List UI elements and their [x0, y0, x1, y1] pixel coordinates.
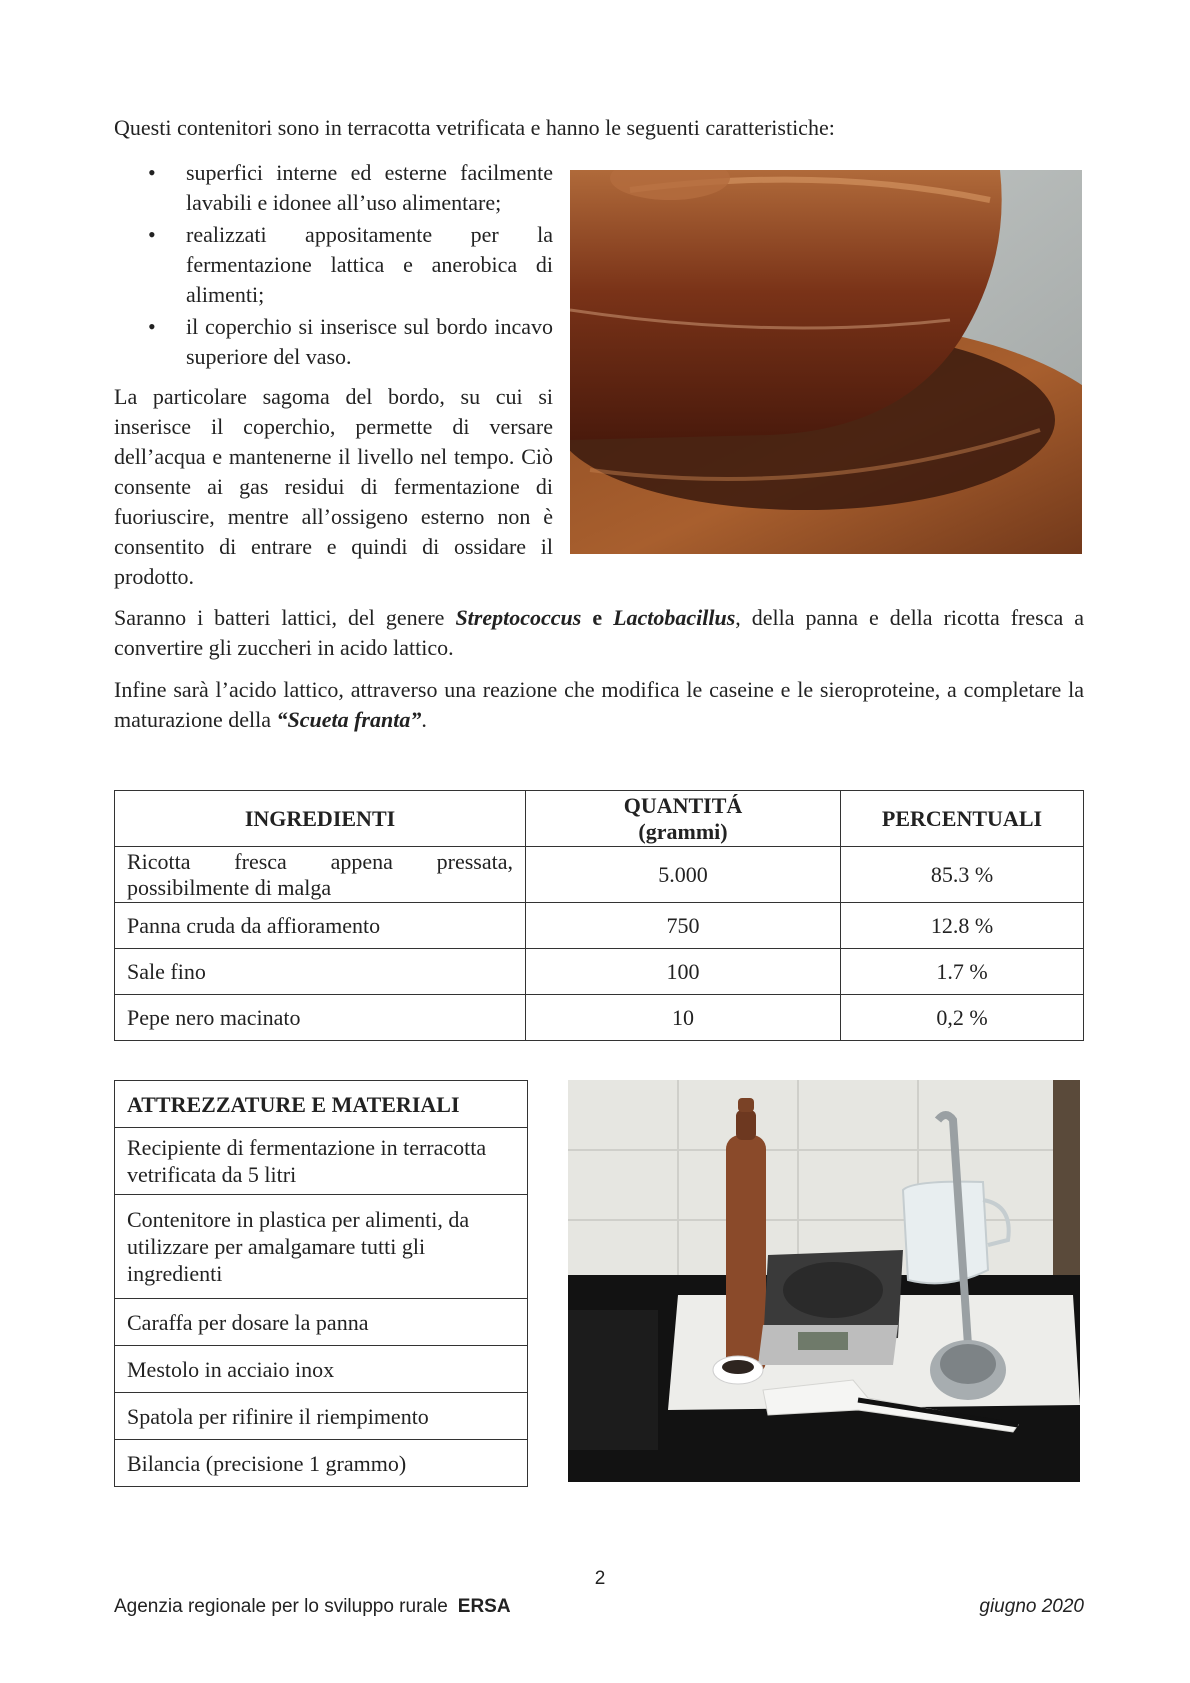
header-quantita: QUANTITÁ (grammi): [526, 791, 841, 847]
list-item: • il coperchio si inserisce sul bordo incavo superiore del vaso.: [148, 312, 553, 372]
table-row: Recipiente di fermentazione in terracotta vetrificata da 5 litri: [115, 1128, 528, 1195]
footer-date: giugno 2020: [979, 1596, 1084, 1617]
table-row: Contenitore in plastica per alimenti, da utilizzare per amalgamare tutti gli ingredienti: [115, 1195, 528, 1299]
table-row: Spatola per rifinire il riempimento: [115, 1393, 528, 1440]
equipment-photo: [568, 1080, 1080, 1482]
intro-paragraph: Questi contenitori sono in terracotta vetrificata e hanno le seguenti caratteristiche:: [114, 115, 835, 140]
page-number: 2: [594, 1568, 606, 1589]
product-name: “Scueta franta”: [276, 707, 422, 732]
table-row: Ricotta fresca appena pressata, possibilmente di malga 5.000 85.3 %: [115, 847, 1084, 903]
characteristics-list: [148, 158, 553, 374]
paragraph-infine: Infine sarà l’acido lattico, attraverso una reazione che modifica le caseine e le sieroproteine, a completare la maturazione della “Scueta franta”.: [114, 677, 1084, 732]
table-row: Pepe nero macinato 10 0,2 %: [115, 995, 1084, 1041]
table-row: Mestolo in acciaio inox: [115, 1346, 528, 1393]
header-attrezzature: ATTREZZATURE E MATERIALI: [115, 1081, 528, 1128]
table-row: Sale fino 100 1.7 %: [115, 949, 1084, 995]
crock-photo: [570, 170, 1082, 554]
footer-agency: Agenzia regionale per lo sviluppo rurale ERSA: [114, 1596, 511, 1617]
ingredients-table: [114, 790, 1084, 1041]
list-item: • realizzati appositamente per la fermentazione lattica e anerobica di alimenti;: [148, 220, 553, 310]
paragraph-batteri: Saranno i batteri lattici, del genere Streptococcus e Lactobacillus, della panna e della ricotta fresca a convertire gli zuccheri in acido lattico.: [114, 605, 1084, 660]
table-row: Caraffa per dosare la panna: [115, 1299, 528, 1346]
table-row: Bilancia (precisione 1 grammo): [115, 1440, 528, 1487]
header-ingredienti: INGREDIENTI: [115, 791, 526, 847]
equipment-table: [114, 1080, 528, 1487]
genus-streptococcus: Streptococcus: [455, 605, 582, 630]
list-item: • superfici interne ed esterne facilmente lavabili e idonee all’uso alimentare;: [148, 158, 553, 218]
header-percentuali: PERCENTUALI: [841, 791, 1084, 847]
genus-lactobacillus: Lactobacillus: [613, 605, 736, 630]
paragraph-sagoma: La particolare sagoma del bordo, su cui si inserisce il coperchio, permette di versare dell’acqua e mantenerne il livello nel tempo. Ciò consente ai gas residui di fermentazione di fuoriuscire, mentre all’ossigeno esterno non è consentito di entrare e quindi di ossidare il prodotto.: [114, 384, 553, 589]
table-row: Panna cruda da affioramento 750 12.8 %: [115, 903, 1084, 949]
footer-brand: ERSA: [457, 1596, 511, 1617]
